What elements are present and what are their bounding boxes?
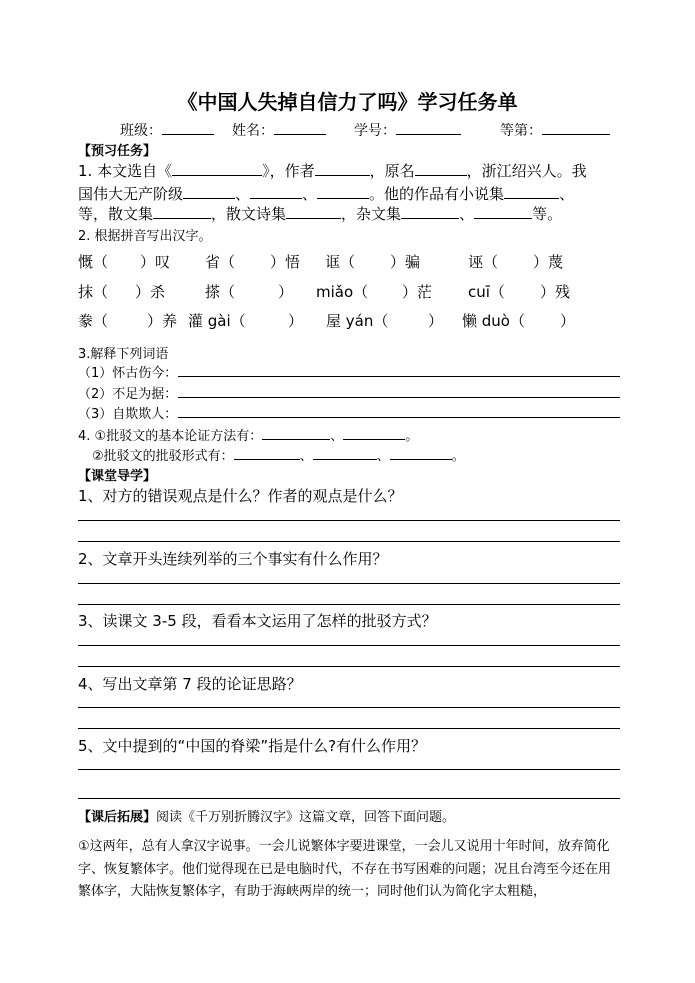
q3-item-1: （1）怀古伤今： [78, 366, 178, 381]
answer-line[interactable] [78, 583, 620, 584]
q4-end-a: 。 [405, 429, 419, 444]
q4-blank-b2[interactable] [313, 445, 377, 460]
q1-line1 [78, 160, 587, 181]
pinyin-item-open: 灌 gài（ [188, 312, 246, 330]
pinyin-item-close: ）养 [147, 312, 178, 330]
guide-question-1: 1、对方的错误观点是什么？作者的观点是什么？ [78, 487, 403, 505]
pinyin-item-close: ）残 [540, 283, 571, 301]
class-blank[interactable] [162, 120, 214, 135]
q1-blank-author[interactable] [315, 161, 370, 176]
guide-question-3: 3、读课文 3-5 段，看看本文运用了怎样的批驳方式？ [78, 612, 437, 630]
q4-line2 [92, 445, 465, 464]
preview-heading: 【预习任务】 [78, 144, 157, 159]
q3-item-2: （2）不足为据： [78, 387, 178, 402]
pinyin-item-open: 懒 duò（ [462, 312, 525, 330]
q4-line1 [78, 425, 418, 444]
answer-line[interactable] [78, 769, 620, 770]
pinyin-item-close: ）骗 [390, 253, 421, 271]
q3-answer-line-1[interactable] [178, 376, 620, 377]
q1-text-l: 等。 [532, 205, 563, 223]
q4-blank-a1[interactable] [262, 425, 330, 440]
q1-line2 [78, 183, 574, 204]
student-id-blank[interactable] [396, 120, 461, 135]
q3-answer-line-2[interactable] [178, 397, 620, 398]
grade-field [500, 120, 610, 140]
q1-text-g: 、 [559, 185, 575, 203]
answer-line[interactable] [78, 604, 620, 605]
q4-blank-b3[interactable] [390, 445, 452, 460]
q4-blank-b1[interactable] [234, 445, 300, 460]
student-id-label: 学号： [354, 123, 396, 139]
q1-blank-prose-poem[interactable] [286, 204, 341, 219]
pinyin-item-open: 诓（ [325, 253, 356, 271]
pinyin-item-open: miǎo（ [316, 283, 369, 301]
pinyin-item-open: 豢（ [78, 312, 109, 330]
extension-intro: 阅读《千万别折腾汉字》这篇文章，回答下面问题。 [156, 810, 456, 825]
pinyin-item-close: ）杀 [135, 283, 166, 301]
pinyin-item-open: cuī（ [468, 283, 505, 301]
q1-text-f: 。他的作品有小说集 [369, 185, 505, 203]
q1-text-k: 、 [459, 205, 475, 223]
q1-blank-essay[interactable] [153, 204, 211, 219]
q4-text-1: 4. ①批驳文的基本论证方法有： [78, 429, 263, 444]
pinyin-item-open: 抹（ [78, 283, 109, 301]
grade-blank[interactable] [542, 120, 610, 135]
guide-question-4: 4、写出文章第 7 段的论证思路？ [78, 675, 302, 693]
q1-blank-source[interactable] [172, 161, 262, 176]
student-id-field [354, 120, 461, 140]
pinyin-item-close: ）叹 [140, 253, 171, 271]
q1-text-c: ，原名 [369, 162, 415, 180]
q4-sep-a: 、 [330, 429, 344, 444]
class-label: 班级： [120, 123, 162, 139]
q2-label: 2. 根据拼音写出汉字。 [78, 229, 212, 244]
q1-blank-role2[interactable] [250, 184, 302, 199]
q1-blank-role1[interactable] [183, 184, 235, 199]
q1-text-d: ，浙江绍兴人。我 [466, 162, 587, 180]
q1-text-h: 等，散文集 [78, 205, 154, 223]
answer-line[interactable] [78, 798, 620, 799]
extension-heading: 【课后拓展】 [78, 810, 157, 825]
q1-blank-misc1[interactable] [401, 204, 459, 219]
q1-sep2: 、 [302, 185, 318, 203]
answer-line[interactable] [78, 645, 620, 646]
pinyin-item-close: ） [278, 283, 294, 301]
pinyin-item-open: 屋 yán（ [326, 312, 389, 330]
pinyin-item-close: ）茫 [402, 283, 433, 301]
name-field [232, 120, 326, 140]
guide-question-5: 5、文中提到的“中国的脊梁”指是什么?有什么作用？ [78, 737, 427, 755]
answer-line[interactable] [78, 666, 620, 667]
q3-label: 3.解释下列词语 [78, 347, 169, 362]
q4-text-2: ②批驳文的批驳形式有： [92, 449, 234, 464]
q1-blank-misc2[interactable] [474, 204, 532, 219]
pinyin-item-close: ）蔑 [533, 253, 564, 271]
q4-end-b: 。 [451, 449, 465, 464]
q1-text-e: 国伟大无产阶级 [78, 185, 184, 203]
page-title: 《中国人失掉自信力了吗》学习任务单 [177, 90, 518, 114]
pinyin-item-open: 省（ [205, 253, 236, 271]
reading-paragraph: ①这两年，总有人拿汉字说事。一会儿说繁体字要进课堂，一会儿又说用十年时间，放弃简化字、恢复繁体字。他们觉得现在已是电脑时代，不存在书写困难的问题；况且台湾至今还在用繁体字，大陆恢复繁体字，有助于海峡两岸的统一；同时他们认为简化字太粗糙， [78, 839, 612, 899]
guide-question-2: 2、文章开头连续列举的三个事实有什么作用？ [78, 550, 388, 568]
pinyin-item-open: 诬（ [468, 253, 499, 271]
pinyin-item-close: ） [288, 312, 304, 330]
q1-line3 [78, 203, 562, 224]
pinyin-item-open: 搽（ [205, 283, 236, 301]
guide-heading: 【课堂导学】 [78, 469, 157, 484]
q1-sep1: 、 [235, 185, 251, 203]
answer-line[interactable] [78, 541, 620, 542]
q1-blank-novel1[interactable] [504, 184, 559, 199]
q3-answer-line-3[interactable] [178, 417, 620, 418]
q1-text-i: ，散文诗集 [211, 205, 287, 223]
grade-label: 等第： [500, 123, 542, 139]
class-field [120, 120, 214, 140]
answer-line[interactable] [78, 707, 620, 708]
q3-item-3: （3）自欺欺人： [78, 407, 178, 422]
name-label: 姓名： [232, 123, 274, 139]
q4-sep-b1: 、 [299, 449, 313, 464]
name-blank[interactable] [274, 120, 326, 135]
q1-text-b: 》，作者 [262, 162, 315, 180]
pinyin-item-open: 慨（ [78, 253, 109, 271]
q4-blank-a2[interactable] [343, 425, 405, 440]
q4-sep-b2: 、 [376, 449, 390, 464]
extension-header [78, 806, 455, 825]
q1-blank-original-name[interactable] [415, 161, 467, 176]
pinyin-item-close: ） [560, 312, 576, 330]
pinyin-item-close: ） [428, 312, 444, 330]
q1-text-j: ，杂文集 [341, 205, 402, 223]
pinyin-item-close: ）悟 [270, 253, 301, 271]
answer-line[interactable] [78, 520, 620, 521]
answer-line[interactable] [78, 728, 620, 729]
q1-blank-role3[interactable] [317, 184, 369, 199]
q1-text-a: 1. 本文选自《 [78, 162, 173, 180]
